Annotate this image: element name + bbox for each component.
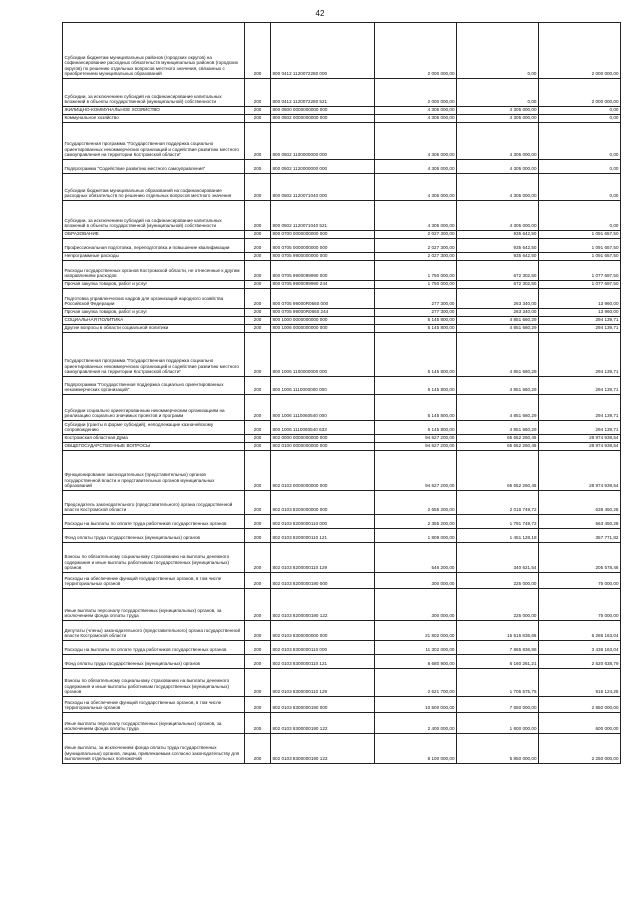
- row-unexecuted-amount-cell: 294 139,71: [539, 377, 621, 395]
- table-row: [63, 713, 621, 734]
- row-line-code-cell: 200: [245, 309, 271, 317]
- row-name-cell: Иные выплаты, за исключением фонда оплаты труда государственных (муниципальных) органов, лицам, привлекаемым согласно законодательству для выполнения отдельных полномочий: [63, 734, 245, 764]
- row-name-cell: Расходы на выплаты по оплате труда работников государственных органов: [63, 515, 245, 529]
- row-approved-amount-cell: 10 500 000,00: [375, 697, 457, 713]
- row-unexecuted-amount-cell: 13 960,00: [539, 309, 621, 317]
- row-classification-code-cell: 802 0103 8200000110 000: [271, 515, 375, 529]
- row-approved-amount-cell: 5 145 800,00: [375, 421, 457, 435]
- row-classification-code-cell: 802 0100 0000000000 000: [271, 443, 375, 451]
- row-line-code-cell: 200: [245, 435, 271, 443]
- row-classification-code-cell: 800 0705 99000R0660 244: [271, 309, 375, 317]
- row-name-cell: Субсидии (гранты в форме субсидий), неподлежащие казначейскому сопровождению: [63, 421, 245, 435]
- row-line-code-cell: 200: [245, 395, 271, 421]
- row-approved-amount-cell: 4 305 000,00: [375, 115, 457, 123]
- row-classification-code-cell: 800 1006 1110000000 000: [271, 377, 375, 395]
- row-classification-code-cell: 802 0103 8300000110 121: [271, 655, 375, 669]
- row-classification-code-cell: 802 0103 8200000110 129: [271, 543, 375, 573]
- row-name-cell: Субсидии социально ориентированным некоммерческим организациям на реализацию социально значимых проектов и программ: [63, 395, 245, 421]
- row-line-code-cell: 200: [245, 115, 271, 123]
- row-classification-code-cell: 802 0103 8200000190 122: [271, 589, 375, 621]
- row-executed-amount-cell: 4 851 660,29: [457, 317, 539, 325]
- row-executed-amount-cell: 0,00: [457, 23, 539, 79]
- row-classification-code-cell: 800 0502 1120071040 000: [271, 174, 375, 201]
- row-approved-amount-cell: 4 305 000,00: [375, 201, 457, 231]
- row-name-cell: Расходы на обеспечение функций государственных органов, в том числе территориальных органов: [63, 573, 245, 589]
- row-classification-code-cell: 800 0502 0000000000 000: [271, 115, 375, 123]
- row-unexecuted-amount-cell: 294 139,71: [539, 421, 621, 435]
- row-name-cell: Иные выплаты персоналу государственных (муниципальных) органов, за исключением фонда оплаты труда: [63, 713, 245, 734]
- row-approved-amount-cell: 5 145 800,00: [375, 333, 457, 377]
- row-executed-amount-cell: 4 305 000,00: [457, 160, 539, 174]
- row-line-code-cell: 200: [245, 281, 271, 289]
- row-unexecuted-amount-cell: 600 000,00: [539, 713, 621, 734]
- row-unexecuted-amount-cell: 1 077 697,50: [539, 261, 621, 281]
- row-executed-amount-cell: 0,00: [457, 79, 539, 107]
- row-unexecuted-amount-cell: 294 139,71: [539, 325, 621, 333]
- row-line-code-cell: 200: [245, 713, 271, 734]
- row-executed-amount-cell: 4 305 000,00: [457, 174, 539, 201]
- row-line-code-cell: 200: [245, 377, 271, 395]
- row-unexecuted-amount-cell: 0,00: [539, 201, 621, 231]
- row-unexecuted-amount-cell: 1 091 657,50: [539, 239, 621, 253]
- row-unexecuted-amount-cell: 563 450,28: [539, 515, 621, 529]
- row-unexecuted-amount-cell: 75 000,00: [539, 589, 621, 621]
- row-unexecuted-amount-cell: 0,00: [539, 107, 621, 115]
- row-line-code-cell: 200: [245, 543, 271, 573]
- row-line-code-cell: 200: [245, 107, 271, 115]
- row-name-cell: ЖИЛИЩНО-КОММУНАЛЬНОЕ ХОЗЯЙСТВО: [63, 107, 245, 115]
- table-row: [63, 491, 621, 515]
- table-row: [63, 317, 621, 325]
- row-line-code-cell: 200: [245, 253, 271, 261]
- row-approved-amount-cell: 4 305 000,00: [375, 123, 457, 160]
- table-row: [63, 543, 621, 573]
- table-row: [63, 515, 621, 529]
- row-line-code-cell: 200: [245, 529, 271, 543]
- row-classification-code-cell: 802 0103 8300000190 000: [271, 697, 375, 713]
- row-line-code-cell: 200: [245, 239, 271, 253]
- row-classification-code-cell: 800 0502 1120000000 000: [271, 160, 375, 174]
- row-unexecuted-amount-cell: 13 960,00: [539, 289, 621, 309]
- row-approved-amount-cell: 4 305 000,00: [375, 107, 457, 115]
- row-unexecuted-amount-cell: 6 286 163,04: [539, 621, 621, 641]
- row-executed-amount-cell: 935 642,50: [457, 231, 539, 239]
- row-approved-amount-cell: 2 655 200,00: [375, 491, 457, 515]
- row-name-cell: Другие вопросы в области социальной политики: [63, 325, 245, 333]
- row-line-code-cell: 200: [245, 621, 271, 641]
- row-approved-amount-cell: 1 809 000,00: [375, 529, 457, 543]
- row-executed-amount-cell: 263 340,00: [457, 289, 539, 309]
- table-row: [63, 253, 621, 261]
- row-name-cell: Прочая закупка товаров, работ и услуг: [63, 309, 245, 317]
- row-classification-code-cell: 800 1006 1100000000 000: [271, 333, 375, 377]
- row-unexecuted-amount-cell: 294 139,71: [539, 317, 621, 325]
- row-classification-code-cell: 800 0705 0000000000 000: [271, 239, 375, 253]
- row-classification-code-cell: 800 0412 1120072280 521: [271, 79, 375, 107]
- row-name-cell: ОБРАЗОВАНИЕ: [63, 231, 245, 239]
- row-unexecuted-amount-cell: 1 077 697,50: [539, 281, 621, 289]
- table-row: [63, 395, 621, 421]
- row-name-cell: Фонд оплаты труда государственных (муниципальных) органов: [63, 529, 245, 543]
- table-row: [63, 621, 621, 641]
- row-executed-amount-cell: 4 305 000,00: [457, 115, 539, 123]
- table-body: [63, 23, 621, 764]
- row-name-cell: Субсидии, за исключением субсидий на софинансирование капитальных вложений в объекты государственной (муниципальной) собственности: [63, 79, 245, 107]
- row-classification-code-cell: 800 0705 99000R0660 000: [271, 289, 375, 309]
- row-executed-amount-cell: 935 642,50: [457, 253, 539, 261]
- row-line-code-cell: 200: [245, 655, 271, 669]
- row-approved-amount-cell: 5 145 800,00: [375, 325, 457, 333]
- row-name-cell: Расходы на обеспечение функций государственных органов, в том числе территориальных органов: [63, 697, 245, 713]
- row-line-code-cell: 200: [245, 317, 271, 325]
- row-line-code-cell: 200: [245, 174, 271, 201]
- row-line-code-cell: 200: [245, 669, 271, 697]
- table-row: [63, 309, 621, 317]
- row-approved-amount-cell: 4 305 000,00: [375, 174, 457, 201]
- row-unexecuted-amount-cell: 0,00: [539, 174, 621, 201]
- row-executed-amount-cell: 672 302,50: [457, 261, 539, 281]
- row-classification-code-cell: 802 0103 8300000190 123: [271, 734, 375, 764]
- row-line-code-cell: 200: [245, 421, 271, 435]
- row-executed-amount-cell: 4 851 660,29: [457, 325, 539, 333]
- row-name-cell: Государственная программа "Государственная поддержка социально ориентированных некоммерческих организаций и содействие развитию местного самоуправления на территории Костромской области": [63, 333, 245, 377]
- row-line-code-cell: 200: [245, 289, 271, 309]
- row-approved-amount-cell: 94 627 200,00: [375, 451, 457, 491]
- table-row: [63, 201, 621, 231]
- row-classification-code-cell: 800 1006 1110060540 000: [271, 395, 375, 421]
- row-unexecuted-amount-cell: 638 450,28: [539, 491, 621, 515]
- row-line-code-cell: 200: [245, 734, 271, 764]
- row-unexecuted-amount-cell: 357 771,82: [539, 529, 621, 543]
- row-approved-amount-cell: 2 027 300,00: [375, 231, 457, 239]
- row-executed-amount-cell: 65 652 260,46: [457, 435, 539, 443]
- row-line-code-cell: 200: [245, 201, 271, 231]
- row-name-cell: Прочая закупка товаров, работ и услуг: [63, 281, 245, 289]
- row-unexecuted-amount-cell: 1 091 657,50: [539, 253, 621, 261]
- table-row: [63, 443, 621, 451]
- row-unexecuted-amount-cell: 2 000 000,00: [539, 79, 621, 107]
- row-classification-code-cell: 802 0103 8200000190 000: [271, 573, 375, 589]
- table-row: [63, 421, 621, 435]
- row-line-code-cell: 200: [245, 79, 271, 107]
- row-name-cell: Расходы государственных органов Костромской области, не отнесенные к другим направлениям расходов: [63, 261, 245, 281]
- row-line-code-cell: 200: [245, 333, 271, 377]
- table-row: [63, 325, 621, 333]
- row-classification-code-cell: 800 1006 1110060540 633: [271, 421, 375, 435]
- table-row: [63, 529, 621, 543]
- row-classification-code-cell: 802 0103 8300000190 122: [271, 713, 375, 734]
- row-classification-code-cell: 802 0103 0000000000 000: [271, 451, 375, 491]
- row-name-cell: Подпрограмма "Содействие развитию местного самоуправления": [63, 160, 245, 174]
- row-unexecuted-amount-cell: 2 520 638,79: [539, 655, 621, 669]
- budget-execution-table: [62, 22, 621, 764]
- row-unexecuted-amount-cell: 28 974 939,54: [539, 435, 621, 443]
- row-approved-amount-cell: 94 627 200,00: [375, 443, 457, 451]
- row-name-cell: Фонд оплаты труда государственных (муниципальных) органов: [63, 655, 245, 669]
- row-name-cell: Непрограммные расходы: [63, 253, 245, 261]
- row-approved-amount-cell: 21 802 000,00: [375, 621, 457, 641]
- row-approved-amount-cell: 11 302 000,00: [375, 641, 457, 655]
- row-line-code-cell: 200: [245, 23, 271, 79]
- row-line-code-cell: 200: [245, 697, 271, 713]
- row-name-cell: Председатель законодательного (представительного) органа государственной власти Костромской области: [63, 491, 245, 515]
- row-name-cell: Субсидии бюджетам муниципальных образований на софинансирование расходных обязательств по решению отдельных вопросов местного значения: [63, 174, 245, 201]
- row-name-cell: Субсидии бюджетам муниципальных районов (городских округов) на софинансирование расходных обязательств муниципальных районов (городских округов) по решению отдельных вопросов местного значения, связанных с приобретением муниципальных образований: [63, 23, 245, 79]
- row-executed-amount-cell: 4 851 660,29: [457, 421, 539, 435]
- row-line-code-cell: 200: [245, 491, 271, 515]
- row-name-cell: ОБЩЕГОСУДАРСТВЕННЫЕ ВОПРОСЫ: [63, 443, 245, 451]
- row-classification-code-cell: 802 0103 8300000000 000: [271, 621, 375, 641]
- row-classification-code-cell: 802 0103 8200000110 121: [271, 529, 375, 543]
- row-unexecuted-amount-cell: 2 250 000,00: [539, 734, 621, 764]
- row-executed-amount-cell: 4 305 000,00: [457, 201, 539, 231]
- row-classification-code-cell: 800 0412 1120072280 000: [271, 23, 375, 79]
- row-approved-amount-cell: 1 750 000,00: [375, 281, 457, 289]
- row-name-cell: Субсидии, за исключением субсидий на софинансирование капитальных вложений в объекты государственной (муниципальной) собственности: [63, 201, 245, 231]
- table-row: [63, 261, 621, 281]
- row-executed-amount-cell: 7 865 836,96: [457, 641, 539, 655]
- row-executed-amount-cell: 65 652 260,46: [457, 451, 539, 491]
- row-classification-code-cell: 800 0705 9900099990 000: [271, 261, 375, 281]
- table-row: [63, 123, 621, 160]
- row-approved-amount-cell: 2 355 200,00: [375, 515, 457, 529]
- row-unexecuted-amount-cell: 294 139,71: [539, 395, 621, 421]
- row-approved-amount-cell: 546 200,00: [375, 543, 457, 573]
- row-executed-amount-cell: 935 642,50: [457, 239, 539, 253]
- row-unexecuted-amount-cell: 916 124,25: [539, 669, 621, 697]
- row-approved-amount-cell: 5 145 800,00: [375, 377, 457, 395]
- row-approved-amount-cell: 300 000,00: [375, 589, 457, 621]
- row-name-cell: Коммунальное хозяйство: [63, 115, 245, 123]
- table-row: [63, 289, 621, 309]
- table-row: [63, 734, 621, 764]
- row-unexecuted-amount-cell: 1 091 657,50: [539, 231, 621, 239]
- row-executed-amount-cell: 1 705 575,75: [457, 669, 539, 697]
- page-number: 42: [315, 9, 325, 18]
- row-executed-amount-cell: 7 650 000,00: [457, 697, 539, 713]
- table-row: [63, 333, 621, 377]
- row-approved-amount-cell: 2 000 000,00: [375, 23, 457, 79]
- table-row: [63, 655, 621, 669]
- row-executed-amount-cell: 15 515 836,66: [457, 621, 539, 641]
- row-classification-code-cell: 800 1000 0000000000 000: [271, 317, 375, 325]
- table-row: [63, 435, 621, 443]
- row-line-code-cell: 200: [245, 160, 271, 174]
- table-row: [63, 281, 621, 289]
- row-name-cell: Расходы на выплаты по оплате труда работников государственных органов: [63, 641, 245, 655]
- row-executed-amount-cell: 1 791 749,72: [457, 515, 539, 529]
- row-unexecuted-amount-cell: 3 436 163,04: [539, 641, 621, 655]
- row-approved-amount-cell: 2 027 300,00: [375, 239, 457, 253]
- table-row: [63, 669, 621, 697]
- table-row: [63, 641, 621, 655]
- row-classification-code-cell: 800 0705 9900000000 000: [271, 253, 375, 261]
- row-executed-amount-cell: 1 451 128,18: [457, 529, 539, 543]
- row-unexecuted-amount-cell: 205 578,46: [539, 543, 621, 573]
- row-approved-amount-cell: 4 305 000,00: [375, 160, 457, 174]
- table-row: [63, 174, 621, 201]
- row-classification-code-cell: 800 0700 0000000000 000: [271, 231, 375, 239]
- row-name-cell: СОЦИАЛЬНАЯ ПОЛИТИКА: [63, 317, 245, 325]
- row-approved-amount-cell: 1 750 000,00: [375, 261, 457, 281]
- row-approved-amount-cell: 94 627 200,00: [375, 435, 457, 443]
- row-line-code-cell: 200: [245, 589, 271, 621]
- row-executed-amount-cell: 5 850 000,00: [457, 734, 539, 764]
- table-row: [63, 697, 621, 713]
- row-approved-amount-cell: 2 400 000,00: [375, 713, 457, 734]
- row-classification-code-cell: 800 0502 1120071040 521: [271, 201, 375, 231]
- row-executed-amount-cell: 225 000,00: [457, 589, 539, 621]
- row-classification-code-cell: 800 0705 9900099990 244: [271, 281, 375, 289]
- row-approved-amount-cell: 277 300,00: [375, 309, 457, 317]
- row-classification-code-cell: 800 0500 0000000000 000: [271, 107, 375, 115]
- row-approved-amount-cell: 2 000 000,00: [375, 79, 457, 107]
- table-row: [63, 589, 621, 621]
- row-line-code-cell: 200: [245, 443, 271, 451]
- row-classification-code-cell: 802 0103 8300000110 129: [271, 669, 375, 697]
- row-name-cell: Костромская областная Дума: [63, 435, 245, 443]
- row-executed-amount-cell: 6 160 261,21: [457, 655, 539, 669]
- row-unexecuted-amount-cell: 294 139,71: [539, 333, 621, 377]
- row-executed-amount-cell: 2 016 749,72: [457, 491, 539, 515]
- row-unexecuted-amount-cell: 0,00: [539, 123, 621, 160]
- row-name-cell: Иные выплаты персоналу государственных (муниципальных) органов, за исключением фонда оплаты труда: [63, 589, 245, 621]
- row-unexecuted-amount-cell: 28 974 939,54: [539, 451, 621, 491]
- row-line-code-cell: 200: [245, 261, 271, 281]
- row-classification-code-cell: 800 1006 0000000000 000: [271, 325, 375, 333]
- row-unexecuted-amount-cell: 2 850 000,00: [539, 697, 621, 713]
- table-row: [63, 79, 621, 107]
- row-executed-amount-cell: 4 305 000,00: [457, 107, 539, 115]
- row-approved-amount-cell: 300 000,00: [375, 573, 457, 589]
- row-unexecuted-amount-cell: 0,00: [539, 160, 621, 174]
- row-executed-amount-cell: 65 652 260,46: [457, 443, 539, 451]
- row-approved-amount-cell: 8 680 900,00: [375, 655, 457, 669]
- table-row: [63, 160, 621, 174]
- row-classification-code-cell: 802 0103 8300000110 000: [271, 641, 375, 655]
- row-executed-amount-cell: 4 305 000,00: [457, 123, 539, 160]
- table-row: [63, 573, 621, 589]
- row-classification-code-cell: 802 0103 8200000000 000: [271, 491, 375, 515]
- row-executed-amount-cell: 1 800 000,00: [457, 713, 539, 734]
- row-name-cell: Взносы по обязательному социальному страхованию на выплаты денежного содержания и иные выплаты работникам государственных (муниципальных) органов: [63, 543, 245, 573]
- table-row: [63, 377, 621, 395]
- row-line-code-cell: 200: [245, 573, 271, 589]
- row-executed-amount-cell: 4 851 660,29: [457, 395, 539, 421]
- row-executed-amount-cell: 225 000,00: [457, 573, 539, 589]
- row-name-cell: Государственная программа "Государственная поддержка социально ориентированных некоммерческих организаций и содействие развитию местного самоуправления на территории Костромской области": [63, 123, 245, 160]
- row-line-code-cell: 200: [245, 325, 271, 333]
- row-executed-amount-cell: 4 851 660,29: [457, 333, 539, 377]
- row-executed-amount-cell: 672 302,50: [457, 281, 539, 289]
- row-executed-amount-cell: 4 851 660,29: [457, 377, 539, 395]
- row-approved-amount-cell: 5 145 800,00: [375, 395, 457, 421]
- row-approved-amount-cell: 2 027 300,00: [375, 253, 457, 261]
- row-unexecuted-amount-cell: 75 000,00: [539, 573, 621, 589]
- table-row: [63, 23, 621, 79]
- table-row: [63, 231, 621, 239]
- row-name-cell: Депутаты (члены) законодательного (представительного) органа государственной власти Костромской области: [63, 621, 245, 641]
- row-executed-amount-cell: 340 621,54: [457, 543, 539, 573]
- row-approved-amount-cell: 5 145 800,00: [375, 317, 457, 325]
- row-name-cell: Профессиональная подготовка, переподготовка и повышение квалификации: [63, 239, 245, 253]
- table-row: [63, 107, 621, 115]
- row-unexecuted-amount-cell: 28 974 939,54: [539, 443, 621, 451]
- row-approved-amount-cell: 2 621 700,00: [375, 669, 457, 697]
- row-name-cell: Подпрограмма "Государственная поддержка социально ориентированных некоммерческих организаций": [63, 377, 245, 395]
- row-line-code-cell: 200: [245, 515, 271, 529]
- row-approved-amount-cell: 8 100 000,00: [375, 734, 457, 764]
- row-unexecuted-amount-cell: 0,00: [539, 115, 621, 123]
- row-line-code-cell: 200: [245, 231, 271, 239]
- row-approved-amount-cell: 277 300,00: [375, 289, 457, 309]
- row-name-cell: Подготовка управленческих кадров для организаций народного хозяйства Российской Федерации: [63, 289, 245, 309]
- row-classification-code-cell: 800 0502 1100000000 000: [271, 123, 375, 160]
- row-classification-code-cell: 802 0000 0000000000 000: [271, 435, 375, 443]
- row-name-cell: Функционирование законодательных (представительных) органов государственной власти и представительных органов муниципальных образований: [63, 451, 245, 491]
- row-line-code-cell: 200: [245, 641, 271, 655]
- row-line-code-cell: 200: [245, 123, 271, 160]
- row-name-cell: Взносы по обязательному социальному страхованию на выплаты денежного содержания и иные выплаты работникам государственных (муниципальных) органов: [63, 669, 245, 697]
- row-line-code-cell: 200: [245, 451, 271, 491]
- row-unexecuted-amount-cell: 2 000 000,00: [539, 23, 621, 79]
- table-row: [63, 239, 621, 253]
- table-row: [63, 451, 621, 491]
- table-row: [63, 115, 621, 123]
- row-executed-amount-cell: 263 340,00: [457, 309, 539, 317]
